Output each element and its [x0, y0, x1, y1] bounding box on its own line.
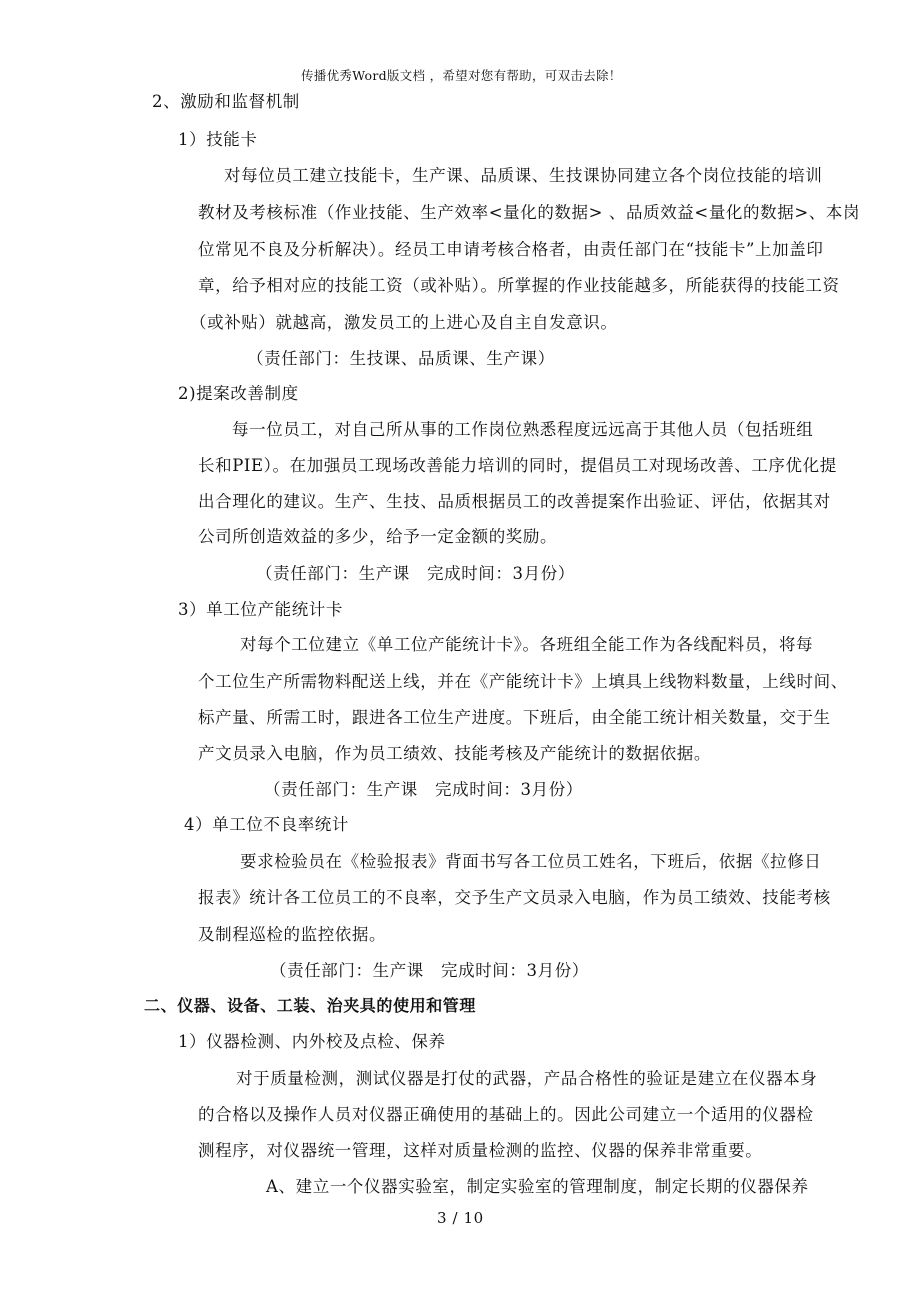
paragraph-line: 教材及考核标准（作业技能、生产效率<量化的数据> 、品质效益<量化的数据>、本岗	[198, 203, 861, 222]
subheading-defect-rate: 4）单工位不良率统计	[184, 815, 349, 834]
paragraph-line: （或补贴）就越高，激发员工的上进心及自主自发意识。	[190, 313, 618, 332]
section-heading-incentive: 2、激励和监督机制	[152, 92, 300, 111]
paragraph-line: 长和PIE）。在加强员工现场改善能力培训的同时，提倡员工对现场改善、工序优化提	[198, 456, 837, 475]
paragraph-line: 公司所创造效益的多少，给予一定金额的奖励。	[198, 527, 558, 546]
subheading-capacity-card: 3）单工位产能统计卡	[178, 600, 343, 619]
subheading-instrument-inspection: 1）仪器检测、内外校及点检、保养	[178, 1032, 446, 1051]
subheading-proposal: 2)提案改善制度	[178, 384, 299, 403]
paragraph-line: 测程序，对仪器统一管理，这样对质量检测的监控、仪器的保养非常重要。	[198, 1141, 763, 1160]
paragraph-line: 出合理化的建议。生产、生技、品质根据员工的改善提案作出验证、评估，依据其对	[198, 492, 831, 511]
paragraph-line: 要求检验员在《检验报表》背面书写各工位员工姓名，下班后，依据《拉修日	[240, 852, 822, 871]
paragraph-line: 对每位员工建立技能卡，生产课、品质课、生技课协同建立各个岗位技能的培训	[224, 166, 823, 185]
paragraph-line: 产文员录入电脑，作为员工绩效、技能考核及产能统计的数据依据。	[198, 744, 711, 763]
paragraph-line: 对于质量检测，测试仪器是打仗的武器，产品合格性的验证是建立在仪器本身	[236, 1069, 818, 1088]
paragraph-line: 位常见不良及分析解决）。经员工申请考核合格者，由责任部门在“技能卡”上加盖印	[198, 240, 824, 259]
responsible-dept: （责任部门：生产课 完成时间：3月份）	[264, 780, 583, 799]
paragraph-line: 每一位员工，对自己所从事的工作岗位熟悉程度远远高于其他人员（包括班组	[232, 420, 814, 439]
paragraph-line: 标产量、所需工时，跟进各工位生产进度。下班后，由全能工统计相关数量，交于生	[198, 708, 831, 727]
paragraph-line: 个工位生产所需物料配送上线，并在《产能统计卡》上填具上线物料数量，上线时间、	[198, 672, 848, 691]
paragraph-line: 报表》统计各工位员工的不良率，交予生产文员录入电脑，作为员工绩效、技能考核	[198, 888, 831, 907]
subheading-skill-card: 1）技能卡	[178, 130, 258, 149]
page-header-note: 传播优秀Word版文档 ，希望对您有帮助，可双击去除！	[301, 68, 622, 83]
paragraph-line: 对每个工位建立《单工位产能统计卡》。各班组全能工作为各线配料员，将每	[240, 635, 814, 654]
responsible-dept: （责任部门：生技课、品质课、生产课）	[247, 349, 555, 368]
responsible-dept: （责任部门：生产课 完成时间：3月份）	[270, 961, 589, 980]
paragraph-line: 章，给予相对应的技能工资（或补贴）。所掌握的作业技能越多，所能获得的技能工资	[198, 276, 840, 295]
paragraph-line: 的合格以及操作人员对仪器正确使用的基础上的。因此公司建立一个适用的仪器检	[198, 1105, 814, 1124]
paragraph-line: 及制程巡检的监控依据。	[198, 925, 387, 944]
page-number: 3 / 10	[437, 1209, 484, 1227]
section-heading-instruments: 二、仪器、设备、工装、治夹具的使用和管理	[144, 996, 477, 1015]
list-item-a: A、建立一个仪器实验室，制定实验室的管理制度，制定长期的仪器保养	[266, 1177, 809, 1196]
responsible-dept: （责任部门：生产课 完成时间：3月份）	[256, 564, 575, 583]
